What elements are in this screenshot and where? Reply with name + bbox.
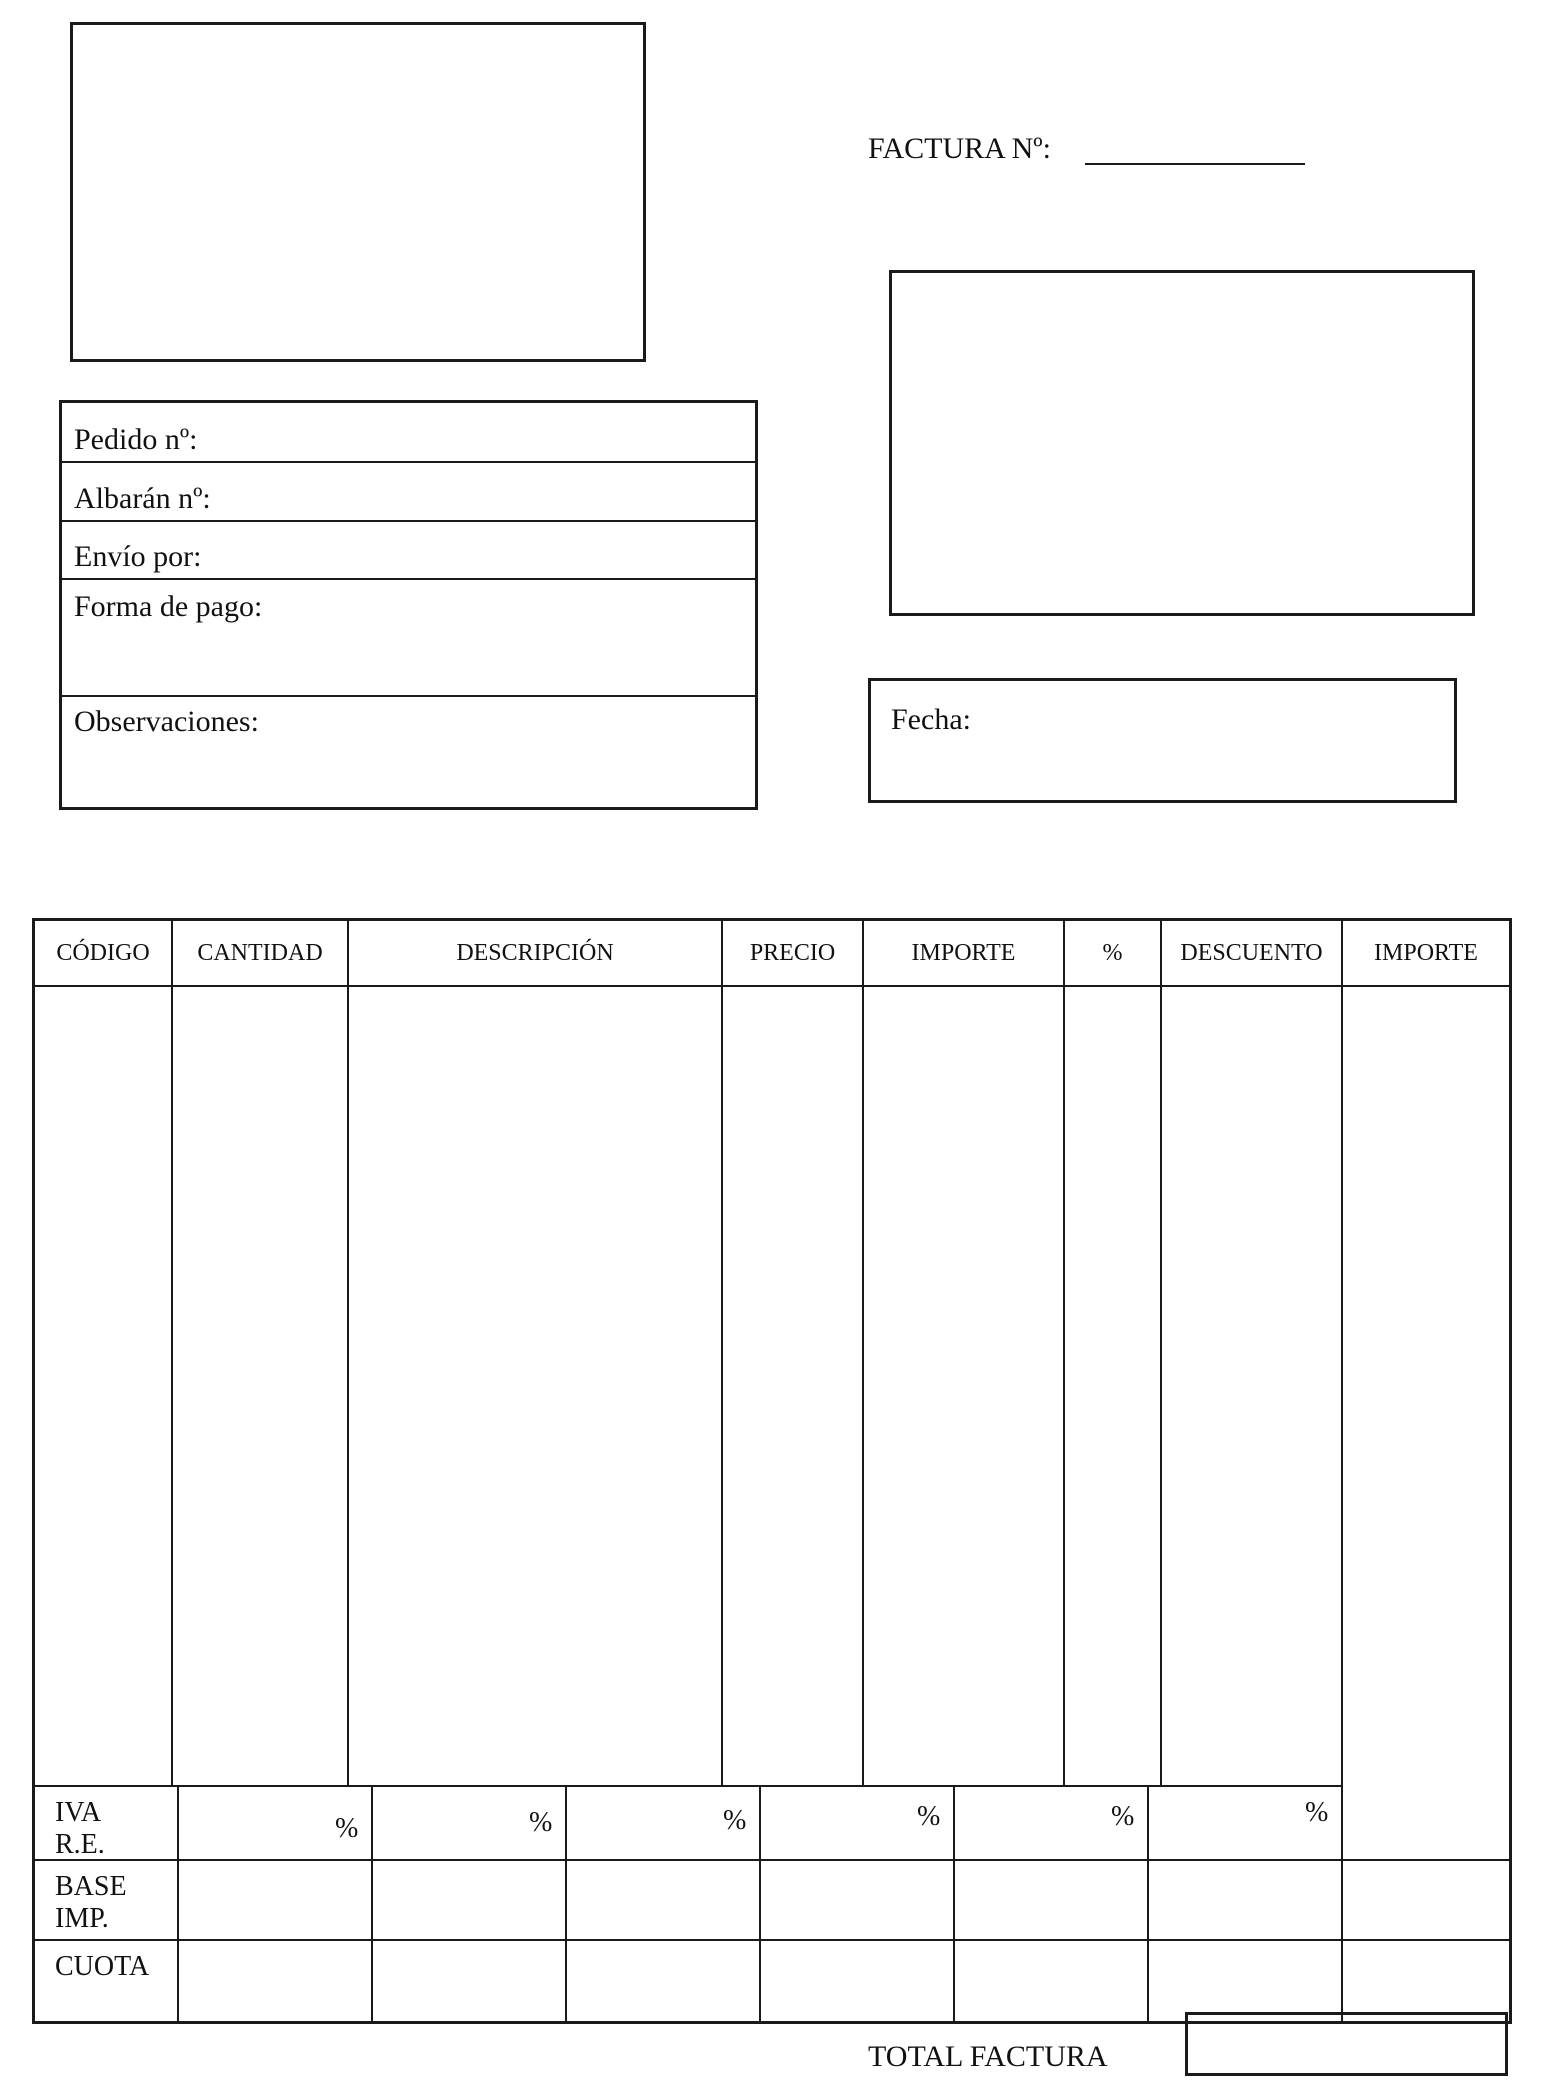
iva-label: IVA (55, 1797, 102, 1828)
col-header-importe: IMPORTE (911, 939, 1016, 966)
iva-percent-4: % (917, 1801, 941, 1832)
iva-percent-2: % (529, 1807, 553, 1838)
envio-label: Envío por: (74, 540, 202, 573)
invoice-number-label: FACTURA Nº: (868, 132, 1051, 165)
order-info-form (59, 400, 758, 810)
iva-percent-3: % (723, 1805, 747, 1836)
pedido-label: Pedido nº: (74, 423, 198, 456)
col-header-descripcion: DESCRIPCIÓN (456, 939, 614, 966)
albaran-row[interactable] (62, 463, 755, 522)
fecha-label: Fecha: (891, 703, 971, 736)
invoice-number-field[interactable] (1085, 163, 1305, 165)
items-table (32, 918, 1512, 2024)
re-label: R.E. (55, 1829, 105, 1860)
col-header-descuento: DESCUENTO (1180, 939, 1323, 966)
recipient-box (889, 270, 1475, 616)
iva-percent-5: % (1111, 1801, 1135, 1832)
total-label: TOTAL FACTURA (868, 2040, 1108, 2073)
forma-pago-label: Forma de pago: (74, 590, 263, 623)
col-header-percent: % (1102, 939, 1123, 966)
total-field[interactable] (1185, 2012, 1508, 2076)
sender-box (70, 22, 646, 362)
col-header-cantidad: CANTIDAD (197, 939, 323, 966)
cuota-label: CUOTA (55, 1951, 150, 1982)
observaciones-label: Observaciones: (74, 705, 259, 738)
imp-label: IMP. (55, 1903, 109, 1934)
col-header-importe-total: IMPORTE (1374, 939, 1478, 966)
observaciones-row[interactable] (62, 697, 755, 807)
fecha-box[interactable] (868, 678, 1457, 803)
iva-percent-1: % (335, 1813, 359, 1844)
col-header-codigo: CÓDIGO (56, 939, 150, 966)
albaran-label: Albarán nº: (74, 482, 211, 515)
iva-percent-6: % (1305, 1797, 1329, 1828)
forma-pago-row[interactable] (62, 580, 755, 697)
items-body[interactable] (35, 987, 1341, 1783)
base-label: BASE (55, 1871, 127, 1902)
envio-row[interactable] (62, 522, 755, 580)
pedido-row[interactable] (62, 403, 755, 463)
col-header-precio: PRECIO (749, 939, 836, 966)
